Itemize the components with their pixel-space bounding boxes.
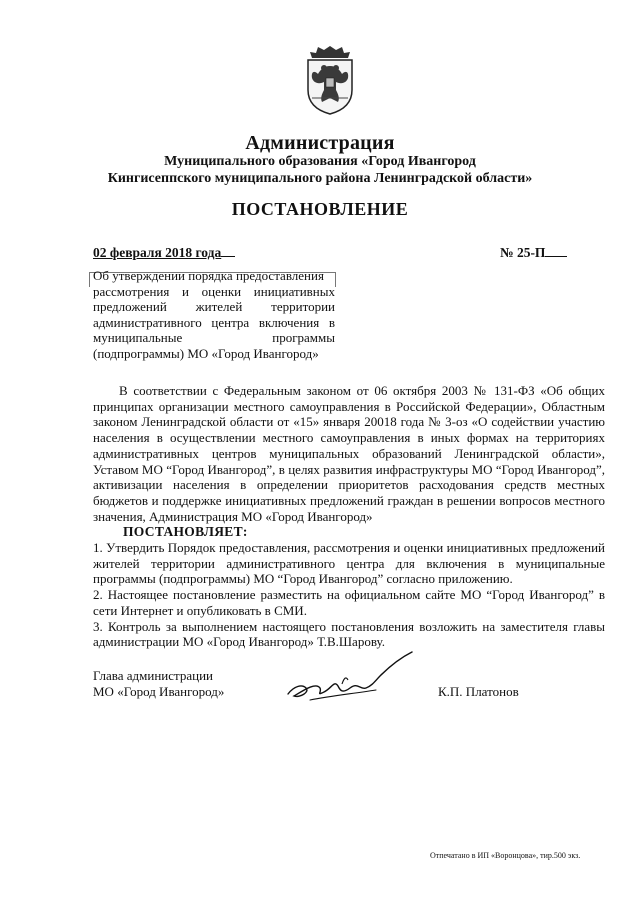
subject-line: предложений жителей территории [93, 299, 335, 315]
resolves-heading: ПОСТАНОВЛЯЕТ: [123, 524, 248, 540]
district-line: Кингисеппского муниципального района Ленинградской области» [107, 171, 533, 186]
subject-line: рассмотрения и оценки инициативных [93, 283, 335, 299]
subject-block [93, 268, 335, 362]
subject-line: Об утверждении порядка предоставления [93, 268, 324, 283]
signatory-title-line: Глава администрации [93, 668, 214, 683]
document-date: 02 февраля 2018 года [93, 244, 235, 261]
subject-line: административного центра включения в [93, 314, 335, 330]
signatory-name: К.П. Платонов [438, 684, 519, 699]
document-body [93, 383, 605, 650]
resolution-item: 3. Контроль за выполнением настоящего постановления возложить на заместителя главы администрации МО «Город Ивангород» Т.В.Шарову. [93, 618, 605, 650]
subject-line: муниципальные программы [93, 330, 335, 346]
coat-of-arms-icon [302, 44, 358, 116]
resolution-item: 2. Настоящее постановление разместить на официальном сайте МО “Город Ивангород” в сети Интернет и опубликовать в СМИ. [93, 587, 605, 618]
print-note: Отпечатано в ИП «Воронцова», тир.500 экз. [430, 851, 581, 860]
resolution-item: 1. Утвердить Порядок предоставления, рассмотрения и оценки инициативных предложений жителей территории административного центра для включения в муниципальные программы (подпрограммы) МО “Город Ивангород” согласно приложению. [93, 540, 605, 587]
handwritten-signature [280, 650, 420, 710]
document-type: ПОСТАНОВЛЕНИЕ [231, 199, 409, 219]
municipality-line: Муниципального образования «Город Ивангород [164, 154, 476, 169]
signatory-title [93, 668, 224, 700]
subject-line: (подпрограммы) МО «Город Ивангород» [93, 345, 319, 361]
signatory-title-line: МО «Город Ивангород» [93, 684, 225, 699]
org-title: Администрация [245, 132, 395, 154]
preamble-paragraph: В соответствии с Федеральным законом от 06 октября 2003 № 131-ФЗ «Об общих принципах организации местного самоуправления в Российской Федерации», Областным законом Ленинградской области от «15» января 20018 года № 3-оз «О содействии участию населения в осуществлении местного самоуправления в иных формах на территориях административных центров муниципальных образований Ленинградской области», Уставом МО “Город Ивангород”, в целях развития инфраструктуры МО “Город Ивангород”, активизации населения в определении приоритетов расходования средств местных бюджетов и поддержке инициативных предложений граждан в решении вопросов местного значения, Администрация МО «Город Ивангород» [93, 383, 605, 524]
document-number: № 25-П [500, 244, 567, 261]
